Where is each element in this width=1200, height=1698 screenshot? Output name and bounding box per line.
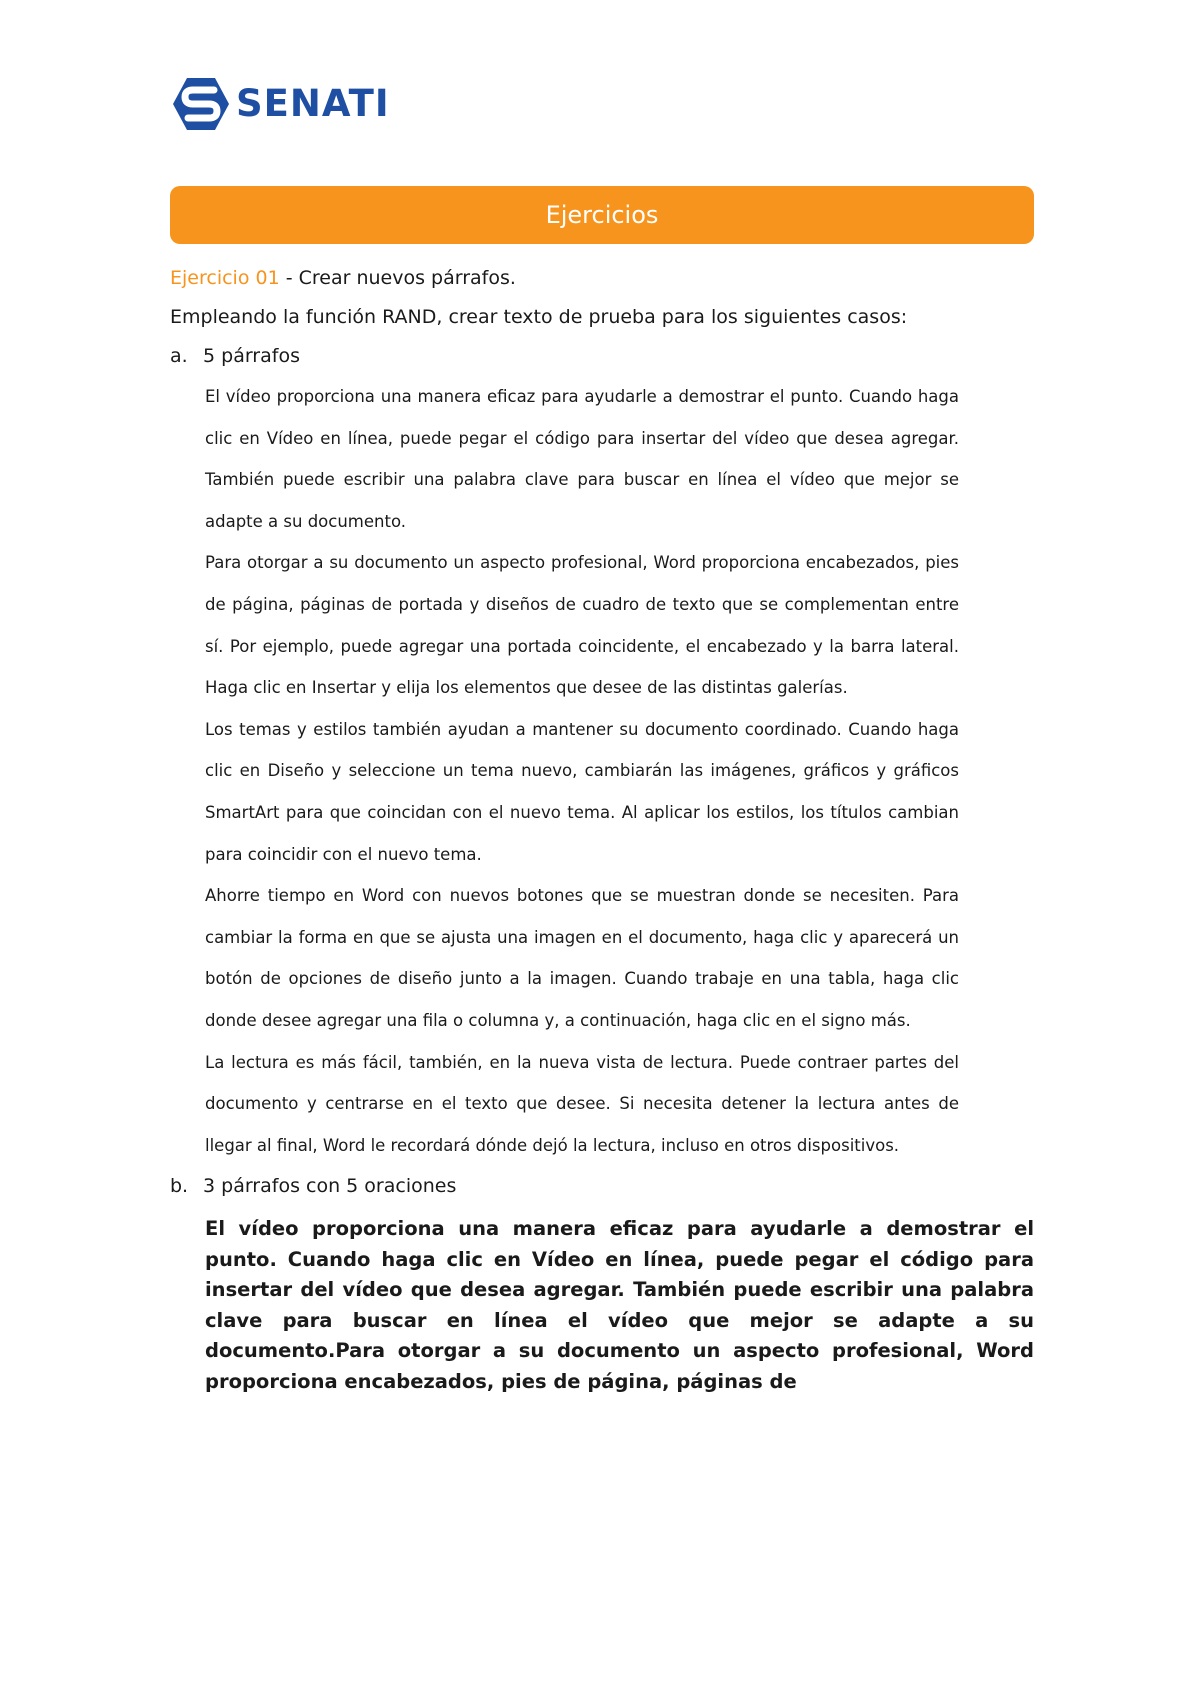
exercise-instruction: Empleando la función RAND, crear texto de prueba para los siguientes casos: [170, 306, 908, 328]
list-item-a [170, 336, 1034, 376]
rand-bold-paragraph: El vídeo proporciona una manera eficaz para ayudarle a demostrar el punto. Cuando haga clic en Vídeo en línea, puede pegar el código para insertar del vídeo que desea agregar. También puede escribir una palabra clave para buscar en línea el vídeo que mejor se adapte a su documento.Para otorgar a su documento un aspecto profesional, Word proporciona encabezados, pies de página, páginas de [205, 1217, 1034, 1393]
rand-paragraph-4: Ahorre tiempo en Word con nuevos botones que se muestran donde se necesiten. Para cambiar la forma en que se ajusta una imagen en el documento, haga clic y aparecerá un botón de opciones de diseño junto a la imagen. Cuando trabaje en una tabla, haga clic donde desee agregar una fila o columna y, a continuación, haga clic en el signo más. [205, 886, 959, 1030]
exercise-label: Ejercicio 01 [170, 267, 280, 289]
rand-paragraph-5: La lectura es más fácil, también, en la nueva vista de lectura. Puede contraer partes del documento y centrarse en el texto que desee. Si necesita detener la lectura antes de llegar al final, Word le recordará dónde dejó la lectura, incluso en otros dispositivos. [205, 1052, 959, 1155]
rand-paragraph-2: Para otorgar a su documento un aspecto profesional, Word proporciona encabezados, pies de página, páginas de portada y diseños de cuadro de texto que se complementan entre sí. Por ejemplo, puede agregar una portada coincidente, el encabezado y la barra lateral. Haga clic en Insertar y elija los elementos que desee de las distintas galerías. [205, 553, 959, 698]
rand-paragraph-1: El vídeo proporciona una manera eficaz para ayudarle a demostrar el punto. Cuando haga clic en Vídeo en línea, puede pegar el código para insertar del vídeo que desea agregar. También puede escribir una palabra clave para buscar en línea el vídeo que mejor se adapte a su documento. [205, 387, 959, 531]
list-marker-b: b. [170, 1175, 189, 1198]
logo-wordmark: SENATI [236, 82, 390, 125]
section-banner [170, 186, 1034, 244]
document-body [170, 258, 1034, 1397]
senati-logo [172, 76, 390, 132]
rand-paragraph-3: Los temas y estilos también ayudan a mantener su documento coordinado. Cuando haga clic en Diseño y seleccione un tema nuevo, cambiarán las imágenes, gráficos y gráficos SmartArt para que coincidan con el nuevo tema. Al aplicar los estilos, los títulos cambian para coincidir con el nuevo tema. [205, 719, 959, 864]
exercise-heading [170, 258, 1034, 298]
senati-s-icon [172, 76, 230, 132]
list-item-a-label: 5 párrafos [203, 345, 300, 367]
list-marker-a: a. [170, 345, 188, 367]
exercise-title: - Crear nuevos párrafos. [279, 267, 516, 289]
list-item-b [170, 1166, 1034, 1206]
list-item-b-label: 3 párrafos con 5 oraciones [203, 1175, 457, 1198]
banner-title: Ejercicios [545, 201, 659, 229]
